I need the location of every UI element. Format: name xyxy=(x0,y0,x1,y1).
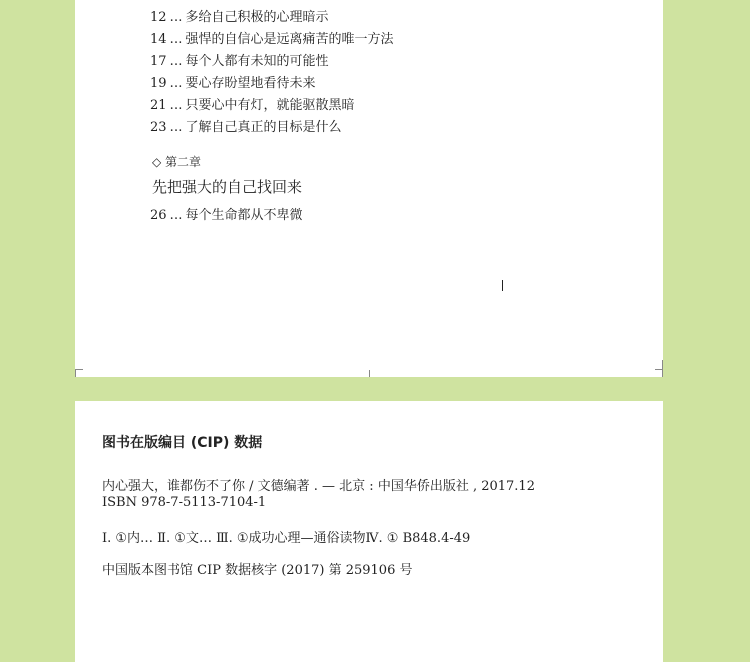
chapter-title: 先把强大的自己找回来 xyxy=(152,178,303,196)
toc-page-number: 21 xyxy=(150,98,167,113)
crop-mark xyxy=(75,369,76,377)
crop-mark xyxy=(369,370,370,377)
toc-entry[interactable] xyxy=(150,98,355,114)
toc-entry[interactable] xyxy=(150,32,394,48)
toc-entry[interactable] xyxy=(150,120,342,136)
toc-entry[interactable] xyxy=(150,208,303,224)
chapter-label: ◇ 第二章 xyxy=(152,155,202,169)
cip-heading: 图书在版编目 (CIP) 数据 xyxy=(102,435,263,451)
cip-isbn: ISBN 978-7-5113-7104-1 xyxy=(102,495,267,510)
toc-title: 多给自己积极的心理暗示 xyxy=(185,10,329,25)
toc-title: 只要心中有灯，就能驱散黑暗 xyxy=(185,98,355,113)
text-cursor xyxy=(502,280,503,291)
toc-leader: … xyxy=(169,208,183,223)
cip-record-number: 中国版本图书馆 CIP 数据核字 (2017) 第 259106 号 xyxy=(102,563,413,578)
toc-title: 每个生命都从不卑微 xyxy=(185,208,303,223)
toc-title: 强悍的自信心是远离痛苦的唯一方法 xyxy=(185,32,394,47)
cip-title-line: 内心强大，谁都伤不了你 / 文德编著 . — 北京 : 中国华侨出版社 , 2017.12 xyxy=(102,479,535,494)
cip-classification: Ⅰ. ①内… Ⅱ. ①文… Ⅲ. ①成功心理—通俗读物Ⅳ. ① B848.4-49 xyxy=(102,531,471,546)
toc-page-number: 23 xyxy=(150,120,167,135)
toc-title: 要心存盼望地看待未来 xyxy=(185,76,316,91)
toc-title: 了解自己真正的目标是什么 xyxy=(185,120,342,135)
toc-page-number: 26 xyxy=(150,208,167,223)
crop-mark xyxy=(662,360,663,377)
toc-page-number: 12 xyxy=(150,10,167,25)
crop-mark xyxy=(75,369,83,370)
toc-entry[interactable] xyxy=(150,10,329,26)
toc-leader: … xyxy=(169,10,183,25)
toc-entry[interactable] xyxy=(150,54,329,70)
toc-page-number: 17 xyxy=(150,54,167,69)
toc-leader: … xyxy=(169,98,183,113)
toc-title: 每个人都有未知的可能性 xyxy=(185,54,329,69)
toc-leader: … xyxy=(169,32,183,47)
toc-page-number: 19 xyxy=(150,76,167,91)
toc-leader: … xyxy=(169,120,183,135)
toc-leader: … xyxy=(169,76,183,91)
toc-entry[interactable] xyxy=(150,76,316,92)
toc-leader: … xyxy=(169,54,183,69)
toc-page-number: 14 xyxy=(150,32,167,47)
